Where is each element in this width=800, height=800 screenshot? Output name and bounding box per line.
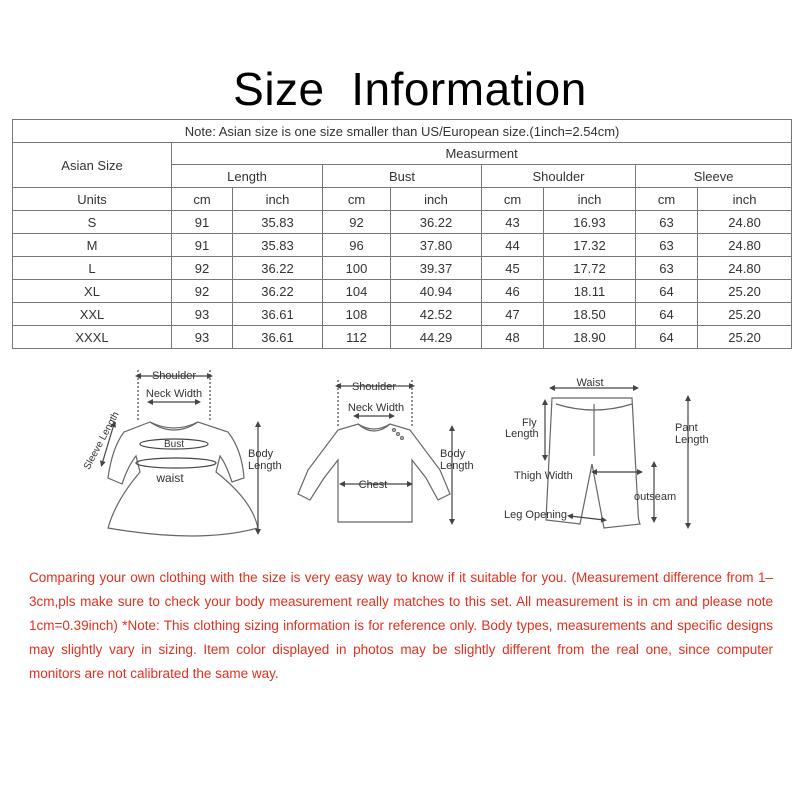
- size-cell: XXL: [13, 303, 172, 326]
- table-row: [13, 303, 792, 326]
- pants-pant-length-label-2: Length: [675, 434, 709, 446]
- dress-body-length-label-2: Length: [248, 460, 282, 472]
- measurement-cell: 25.20: [698, 326, 792, 349]
- measurement-cell: 93: [172, 303, 233, 326]
- measurement-cell: 64: [636, 326, 698, 349]
- size-cell: L: [13, 257, 172, 280]
- measurement-cell: 92: [172, 257, 233, 280]
- size-guide-note: Comparing your own clothing with the size is very easy way to know if it suitable for you. (Measurement difference from 1– 3cm,pls make sure to check your body measurement really matches to this set. All measurement is in cm and please note 1cm=0.39inch) *Note: This clothing sizing information is for reference only. Body types, measurements and specific designs may slightly vary in sizing. Item color displayed in photos may be slightly different from the real one, since computer monitors are not calibrated the same way.: [29, 570, 773, 681]
- pants-fly-length-label: Fly: [522, 417, 537, 429]
- unit-inch: inch: [391, 188, 482, 211]
- measurement-cell: 45: [482, 257, 544, 280]
- top-outline: [298, 424, 450, 522]
- dress-shoulder-label: Shoulder: [151, 370, 197, 382]
- measurement-cell: 100: [323, 257, 391, 280]
- table-row: [13, 326, 792, 349]
- size-table: [12, 119, 792, 349]
- sleeve-header: Sleeve: [636, 165, 792, 188]
- table-note: Note: Asian size is one size smaller than US/European size.(1inch=2.54cm): [13, 120, 792, 143]
- pants-thigh-width-label: Thigh Width: [514, 470, 573, 482]
- table-row: [13, 280, 792, 303]
- unit-inch: inch: [233, 188, 323, 211]
- length-header: Length: [172, 165, 323, 188]
- dress-neck-width-label: Neck Width: [145, 388, 203, 400]
- top-body-length-label: Body: [440, 448, 466, 460]
- top-neck-width-label: Neck Width: [347, 402, 405, 414]
- measurement-cell: 64: [636, 280, 698, 303]
- size-cell: XL: [13, 280, 172, 303]
- unit-inch: inch: [544, 188, 636, 211]
- measurement-cell: 35.83: [233, 211, 323, 234]
- bust-header: Bust: [323, 165, 482, 188]
- units-label: Units: [13, 188, 172, 211]
- measurement-cell: 37.80: [391, 234, 482, 257]
- dress-body-length-label: Body: [248, 448, 274, 460]
- pants-pant-length-label: Pant: [675, 422, 698, 434]
- table-row: [13, 211, 792, 234]
- measurement-header: Measurment: [172, 143, 792, 165]
- dress-bust-label: Bust: [163, 439, 185, 450]
- measurement-cell: 42.52: [391, 303, 482, 326]
- measurement-cell: 91: [172, 211, 233, 234]
- shoulder-header: Shoulder: [482, 165, 636, 188]
- measurement-cell: 43: [482, 211, 544, 234]
- dress-sleeve-length-label: Sleeve Length: [81, 410, 122, 472]
- measurement-cell: 92: [323, 211, 391, 234]
- measurement-cell: 63: [636, 234, 698, 257]
- measurement-cell: 24.80: [698, 211, 792, 234]
- pants-waist-label: Waist: [576, 377, 604, 389]
- size-cell: M: [13, 234, 172, 257]
- measurement-cell: 112: [323, 326, 391, 349]
- measurement-cell: 63: [636, 211, 698, 234]
- measurement-cell: 93: [172, 326, 233, 349]
- size-cell: XXXL: [13, 326, 172, 349]
- measurement-cell: 24.80: [698, 257, 792, 280]
- unit-cm: cm: [482, 188, 544, 211]
- measurement-cell: 39.37: [391, 257, 482, 280]
- measurement-cell: 36.61: [233, 326, 323, 349]
- measurement-cell: 25.20: [698, 280, 792, 303]
- measurement-cell: 24.80: [698, 234, 792, 257]
- measurement-cell: 104: [323, 280, 391, 303]
- measurement-cell: 63: [636, 257, 698, 280]
- dress-waist-label: waist: [156, 471, 184, 485]
- measurement-cell: 16.93: [544, 211, 636, 234]
- pants-fly-length-label-2: Length: [505, 428, 539, 440]
- top-chest-label: Chest: [358, 479, 388, 491]
- measurement-cell: 40.94: [391, 280, 482, 303]
- unit-cm: cm: [172, 188, 233, 211]
- pants-diagram: [545, 388, 688, 528]
- measurement-cell: 44: [482, 234, 544, 257]
- unit-cm: cm: [636, 188, 698, 211]
- measurement-cell: 36.22: [233, 280, 323, 303]
- top-shoulder-label: Shoulder: [351, 381, 397, 393]
- size-cell: S: [13, 211, 172, 234]
- measurement-cell: 108: [323, 303, 391, 326]
- measurement-diagrams: [0, 360, 800, 560]
- measurement-cell: 91: [172, 234, 233, 257]
- pants-outseam-label: outseam: [634, 491, 677, 503]
- measurement-cell: 17.72: [544, 257, 636, 280]
- measurement-cell: 25.20: [698, 303, 792, 326]
- measurement-cell: 17.32: [544, 234, 636, 257]
- page-title: Size Information: [233, 63, 587, 115]
- measurement-cell: 44.29: [391, 326, 482, 349]
- measurement-cell: 18.90: [544, 326, 636, 349]
- measurement-cell: 18.50: [544, 303, 636, 326]
- units-row: [13, 188, 792, 211]
- measurement-cell: 18.11: [544, 280, 636, 303]
- measurement-cell: 64: [636, 303, 698, 326]
- table-row: [13, 234, 792, 257]
- measurement-diagrams-svg: [0, 360, 800, 560]
- top-body-length-label-2: Length: [440, 460, 474, 472]
- measurement-cell: 47: [482, 303, 544, 326]
- measurement-cell: 36.61: [233, 303, 323, 326]
- measurement-cell: 35.83: [233, 234, 323, 257]
- unit-inch: inch: [698, 188, 792, 211]
- measurement-cell: 48: [482, 326, 544, 349]
- measurement-cell: 46: [482, 280, 544, 303]
- pants-leg-opening-label: Leg Opening: [504, 509, 567, 521]
- unit-cm: cm: [323, 188, 391, 211]
- measurement-cell: 36.22: [233, 257, 323, 280]
- measurement-cell: 36.22: [391, 211, 482, 234]
- table-row: [13, 257, 792, 280]
- measurement-cell: 96: [323, 234, 391, 257]
- measurement-cell: 92: [172, 280, 233, 303]
- asian-size-header: Asian Size: [13, 143, 172, 188]
